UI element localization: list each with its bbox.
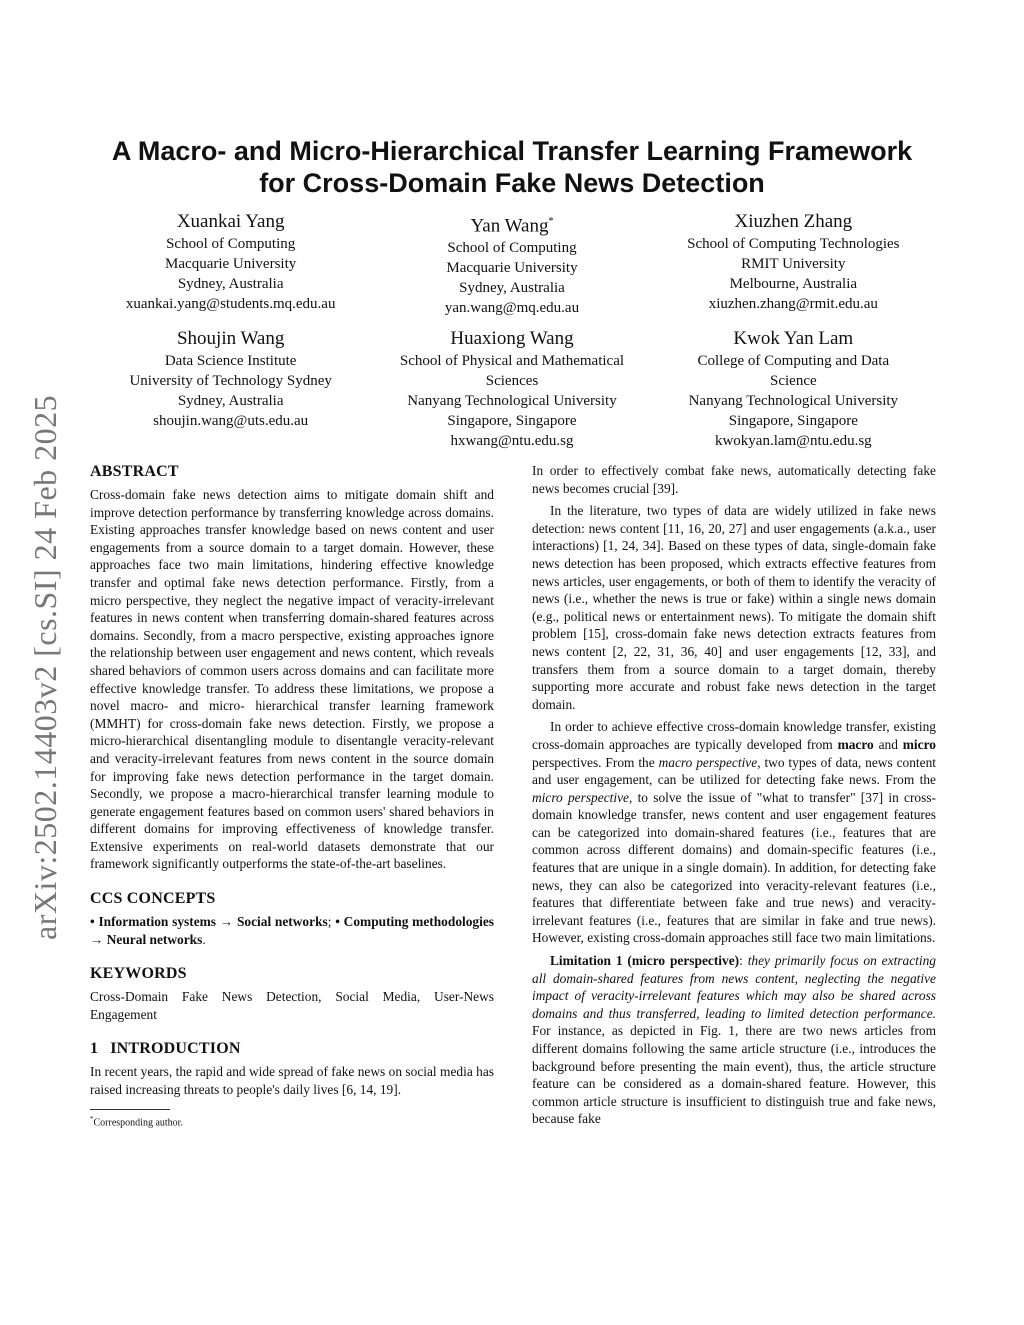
intro-paragraph-4: In order to achieve effective cross-domain knowledge transfer, existing cross-domain approaches are typically developed from macro and micro perspectives. From the macro perspective, two types of data, news content and user engagement, can be utilized for detecting fake news. From the micro perspective, to solve the issue of "what to transfer" [37] in cross-domain knowledge transfer, news content and user engagement features can be categorized into domain-shared features (i.e., features that are common across different domains) and domain-specific features (i.e., features that are unique in a single domain). In addition, for detecting fake news, they can also be categorized into veracity-relevant features (i.e., features that differentiate between fake and true news) and veracity-irrelevant features (i.e., features that are similar in fake and true news). However, existing cross-domain approaches still face two main limitations. — [532, 719, 937, 946]
author-row-2 — [90, 327, 934, 451]
abstract-heading: ABSTRACT — [90, 463, 179, 480]
author-email[interactable]: hxwang@ntu.edu.sg — [450, 433, 574, 449]
author-affiliation: Nanyang Technological University — [407, 393, 617, 409]
author-affiliation: Sydney, Australia — [177, 276, 284, 292]
limitation-1-paragraph: Limitation 1 (micro perspective): they primarily focus on extracting all domain-shared features from news content, neglecting the negative impact of veracity-irrelevant features which may also be shared across domains and thus transferred, leading to limited detection performance. For instance, as depicted in Fig. 1, there are two news articles from different domains following the same article structure (i.e., introduces the background before presenting the main event), thus, the article structure feature can be considered as a domain-shared feature. However, this common article structure is insufficient to distinguish true and fake news, because fake — [532, 953, 936, 1127]
ccs-arrow: → — [90, 931, 104, 947]
author-affiliation: Singapore, Singapore — [728, 413, 858, 429]
author-email[interactable]: xuankai.yang@students.mq.edu.au — [125, 296, 336, 312]
author-block — [371, 327, 652, 451]
author-email[interactable]: shoujin.wang@uts.edu.au — [153, 413, 309, 429]
keywords-text: Cross-Domain Fake News Detection, Social Media, User-News Engagement — [90, 989, 494, 1022]
author-affiliation: School of Computing — [166, 236, 296, 252]
term-micro-perspective: micro perspective — [532, 789, 629, 805]
author-affiliation: Macquarie University — [165, 256, 297, 272]
author-affiliation: Melbourne, Australia — [729, 276, 858, 292]
ccs-target-2: Neural networks — [106, 931, 203, 947]
footnote-mark: * — [90, 1114, 94, 1123]
title-line-1: A Macro- and Micro-Hierarchical Transfer Learning Framework — [111, 136, 913, 166]
author-affiliation: School of Physical and Mathematical — [399, 353, 625, 369]
keywords-heading: KEYWORDS — [90, 965, 187, 983]
author-affiliation: Science — [770, 373, 817, 389]
author-block — [653, 210, 934, 318]
introduction-heading — [90, 1039, 494, 1059]
ccs-arrow: → — [219, 914, 234, 930]
right-column — [532, 462, 936, 1128]
author-affiliation: Sciences — [485, 373, 539, 389]
author-block — [371, 210, 652, 318]
author-email[interactable]: kwokyan.lam@ntu.edu.sg — [714, 433, 872, 449]
ccs-concepts-text — [90, 913, 494, 948]
ccs-bullet-2: • Computing methodologies — [335, 914, 494, 930]
author-affiliation: College of Computing and Data — [697, 353, 890, 369]
footnote-divider — [90, 1109, 170, 1110]
author-affiliation: Singapore, Singapore — [447, 413, 577, 429]
footnote — [90, 1112, 494, 1130]
author-name: Huaxiong Wang — [450, 328, 574, 349]
term-macro-perspective: macro perspective — [658, 754, 758, 770]
term-macro: macro — [837, 736, 874, 752]
intro-paragraph-1: In recent years, the rapid and wide spread of fake news on social media has raised increasing threats to people's daily lives [6, 14, 19]. — [90, 1064, 494, 1098]
author-affiliation: Data Science Institute — [164, 353, 297, 369]
author-name: Yan Wang* — [470, 215, 554, 237]
corresponding-author-mark: * — [548, 216, 554, 227]
author-name: Xuankai Yang — [176, 211, 285, 232]
author-row-1 — [90, 210, 934, 318]
author-name: Xiuzhen Zhang — [734, 211, 853, 232]
section-title: INTRODUCTION — [110, 1040, 241, 1058]
title-line-2: for Cross-Domain Fake News Detection — [259, 168, 765, 198]
author-affiliation: University of Technology Sydney — [129, 373, 332, 389]
arxiv-identifier-stamp: arXiv:2502.14403v2 [cs.SI] 24 Feb 2025 — [27, 394, 63, 940]
author-affiliation: Sydney, Australia — [177, 393, 284, 409]
section-number: 1 — [90, 1040, 99, 1058]
author-affiliation: Macquarie University — [446, 260, 578, 277]
author-affiliation: School of Computing — [447, 240, 577, 257]
paper-title — [80, 135, 944, 199]
author-name: Kwok Yan Lam — [733, 328, 854, 349]
author-affiliation: RMIT University — [741, 256, 846, 272]
author-block — [90, 327, 371, 451]
footnote-text: Corresponding author. — [93, 1116, 183, 1128]
left-column — [90, 462, 494, 1130]
ccs-separator: ; — [327, 914, 332, 930]
author-block — [653, 327, 934, 451]
ccs-end: . — [202, 931, 206, 947]
limitation-1-label: Limitation 1 (micro perspective) — [550, 953, 740, 969]
ccs-target-1: Social networks — [236, 914, 328, 930]
author-affiliation: School of Computing Technologies — [687, 236, 900, 252]
limitation-1-statement: they primarily focus on extracting all domain-shared features from news content, neglecting the negative impact of veracity-irrelevant features which may also be shared across domains and thus transferred, leading to limited detection performance. — [532, 953, 936, 1021]
author-affiliation: Nanyang Technological University — [688, 393, 899, 409]
author-email[interactable]: yan.wang@mq.edu.au — [444, 300, 580, 317]
author-block — [90, 210, 371, 318]
intro-paragraph-2: In order to effectively combat fake news, automatically detecting fake news becomes crucial [39]. — [532, 463, 936, 496]
abstract-text: Cross-domain fake news detection aims to mitigate domain shift and improve detection performance by transferring knowledge across domains. Existing approaches transfer knowledge based on news content and user engagements from a source domain to a target domain. However, these approaches face two main limitations, hindering effective knowledge transfer and optimal fake news detection performance. Firstly, from a micro perspective, they neglect the negative impact of veracity-irrelevant features in news content when transferring domain-shared features across domains. Secondly, from a macro perspective, existing approaches ignore the relationship between user engagement and news content, which reveals shared behaviors of common users across domains and can facilitate more effective knowledge transfer. To address these limitations, we propose a novel macro- and micro- hierarchical transfer learning framework (MMHT) for cross-domain fake news detection. Firstly, we propose a micro-hierarchical disentangling module to disentangle veracity-relevant and veracity-irrelevant features from news content in the source domain for improving fake news detection performance in the target domain. Secondly, we propose a macro-hierarchical transfer learning module to generate engagement features based on common users' shared behaviors in different domains for improving effectiveness of knowledge transfer. Extensive experiments on real-world datasets demonstrate that our framework significantly outperforms the state-of-the-art baselines. — [90, 487, 494, 872]
ccs-concepts-heading: CCS CONCEPTS — [90, 890, 216, 908]
author-affiliation: Sydney, Australia — [459, 280, 565, 297]
author-name: Shoujin Wang — [176, 328, 285, 349]
intro-paragraph-3: In the literature, two types of data are widely utilized in fake news detection: news content [11, 16, 20, 27] and user engagements (a.k.a., user interactions) [1, 24, 34]. Based on these types of data, single-domain fake news detection has been proposed, which extracts effective features from news articles, user engagements, or both of them to identify the veracity of news (i.e., whether the news is true or fake) within a single news domain (e.g., political news or entertainment news). To mitigate the domain shift problem [15], cross-domain fake news detection extracts features from news content [2, 22, 31, 36, 40] and user engagements [12, 33], and transfers them from a source domain to a target domain, thereby supporting more accurate and robust fake news detection in the target domain. — [532, 503, 936, 712]
ccs-bullet-1: • Information systems — [90, 914, 217, 930]
term-micro: micro — [902, 736, 936, 752]
author-email[interactable]: xiuzhen.zhang@rmit.edu.au — [708, 296, 878, 312]
